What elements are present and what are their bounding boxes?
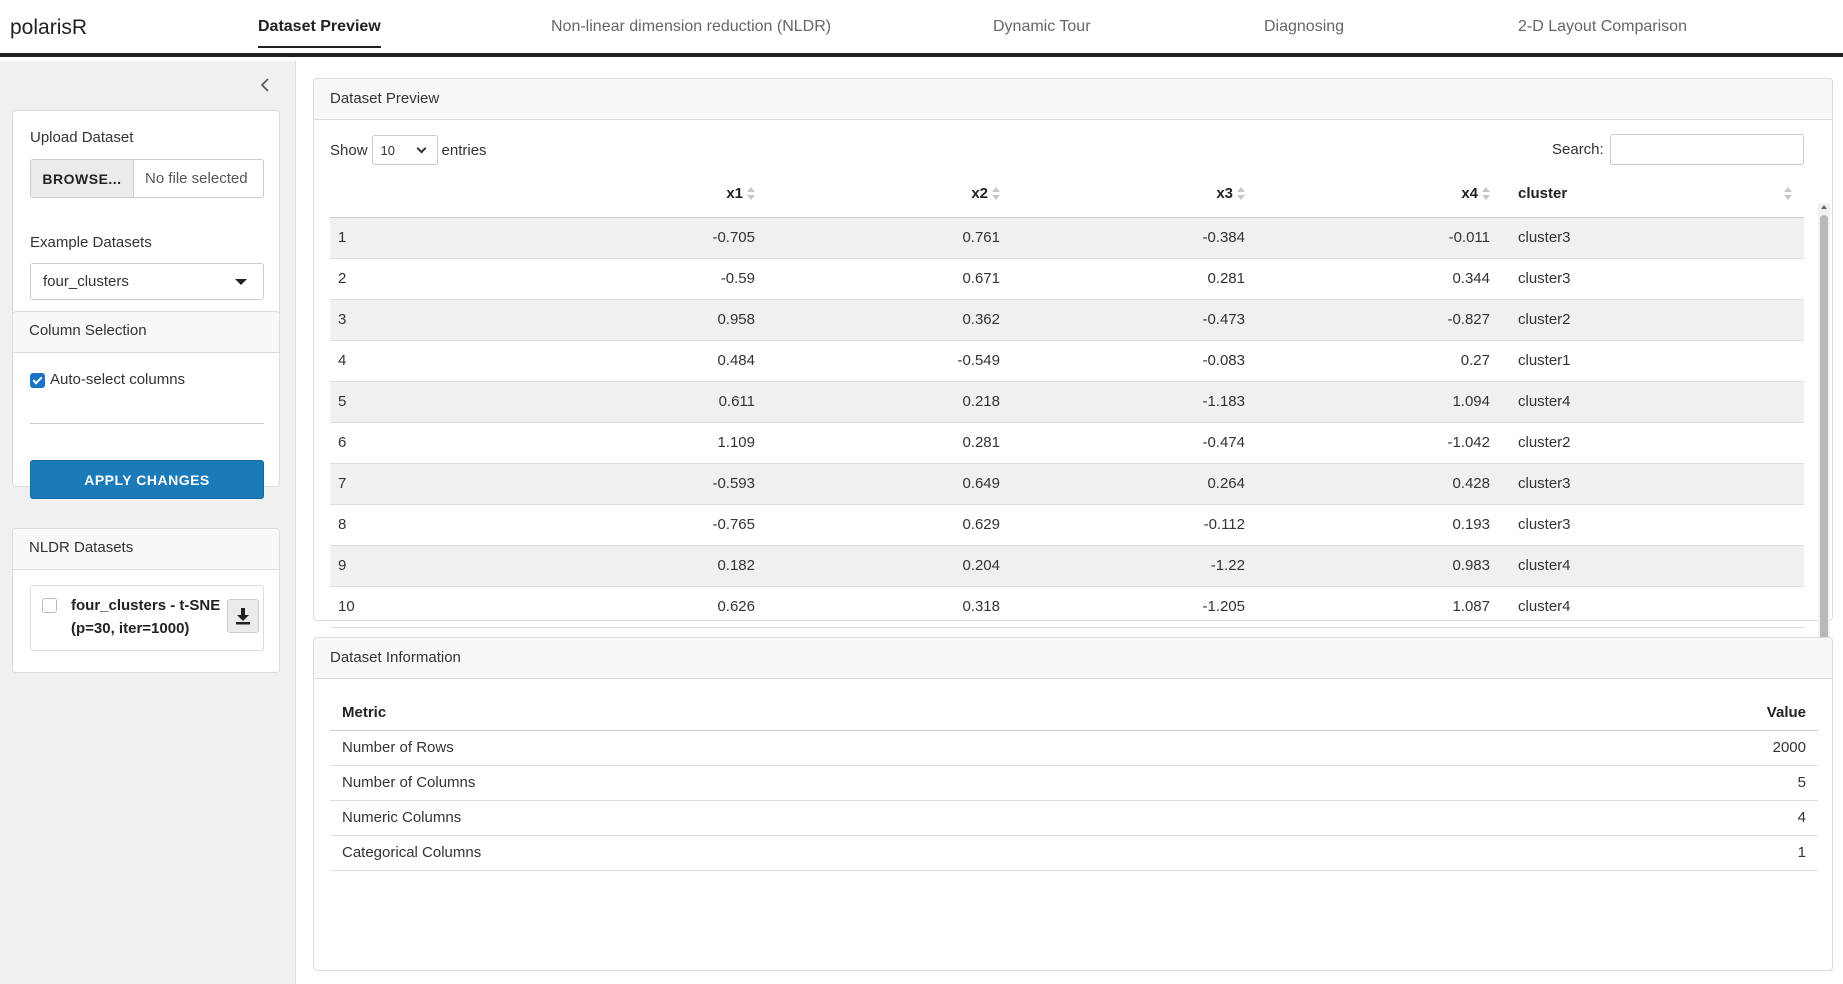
nldr-datasets-card — [12, 528, 280, 673]
table-row[interactable] — [330, 340, 1804, 381]
data-table-scroll[interactable] — [330, 170, 1804, 700]
cell-x1: 1.109 — [530, 422, 775, 463]
cell-x3: -0.083 — [1020, 340, 1265, 381]
cell-index: 4 — [330, 340, 530, 381]
cell-x2: 0.629 — [775, 504, 1020, 545]
cell-index: 8 — [330, 504, 530, 545]
cell-x3: 0.264 — [1020, 463, 1265, 504]
dataset-preview-header: Dataset Preview — [314, 79, 1832, 120]
info-header-metric: Metric — [330, 695, 1442, 730]
column-selection-header: Column Selection — [13, 312, 279, 353]
column-header-label: x4 — [1461, 184, 1478, 202]
cell-cluster: cluster3 — [1510, 463, 1804, 504]
cell-x2: 0.671 — [775, 258, 1020, 299]
cell-index: 7 — [330, 463, 530, 504]
cell-cluster: cluster4 — [1510, 586, 1804, 627]
cell-index: 1 — [330, 217, 530, 258]
cell-x3: 0.281 — [1020, 258, 1265, 299]
cell-x2: 0.761 — [775, 217, 1020, 258]
table-scrollbar[interactable] — [1818, 203, 1830, 700]
table-header-row — [330, 170, 1804, 217]
upload-dataset-label: Upload Dataset — [30, 129, 134, 146]
entries-value: 10 — [380, 142, 395, 158]
cell-cluster: cluster4 — [1510, 545, 1804, 586]
sidebar — [0, 61, 296, 984]
show-entries-control — [330, 135, 487, 165]
cell-x2: 0.218 — [775, 381, 1020, 422]
cell-x3: -1.183 — [1020, 381, 1265, 422]
cell-x2: 0.649 — [775, 463, 1020, 504]
cell-x1: 0.958 — [530, 299, 775, 340]
table-row[interactable] — [330, 422, 1804, 463]
check-icon — [33, 375, 43, 385]
cell-x1: 0.484 — [530, 340, 775, 381]
upload-card — [12, 110, 280, 318]
cell-x4: -0.827 — [1265, 299, 1510, 340]
info-table — [330, 695, 1818, 871]
cell-x4: 0.428 — [1265, 463, 1510, 504]
table-row — [330, 765, 1818, 800]
tab-layout-comparison[interactable]: 2-D Layout Comparison — [1518, 18, 1687, 35]
apply-changes-button[interactable]: APPLY CHANGES — [30, 460, 264, 499]
cell-x3: -1.22 — [1020, 545, 1265, 586]
column-header-x4[interactable] — [1265, 170, 1510, 217]
table-row[interactable] — [330, 545, 1804, 586]
info-value: 5 — [1442, 765, 1818, 800]
cell-cluster: cluster2 — [1510, 422, 1804, 463]
cell-index: 2 — [330, 258, 530, 299]
cell-x3: -0.112 — [1020, 504, 1265, 545]
sort-icon — [1237, 187, 1245, 201]
search-input[interactable] — [1610, 134, 1804, 165]
cell-cluster: cluster3 — [1510, 258, 1804, 299]
tab-diagnosing[interactable]: Diagnosing — [1264, 18, 1345, 35]
brand-title: polarisR — [10, 16, 88, 39]
show-label: Show — [330, 141, 368, 159]
table-row[interactable] — [330, 586, 1804, 627]
column-header-x2[interactable] — [775, 170, 1020, 217]
chevron-left-icon — [256, 75, 276, 95]
column-header-label: cluster — [1518, 184, 1568, 202]
table-row — [330, 730, 1818, 765]
cell-x4: 1.087 — [1265, 586, 1510, 627]
sort-icon — [992, 187, 1000, 201]
cell-x2: 0.318 — [775, 586, 1020, 627]
table-row[interactable] — [330, 299, 1804, 340]
browse-button[interactable]: BROWSE... — [31, 160, 134, 197]
data-table — [330, 170, 1804, 628]
cell-x4: -1.042 — [1265, 422, 1510, 463]
table-row[interactable] — [330, 504, 1804, 545]
column-header-index[interactable] — [330, 170, 530, 217]
cell-x2: 0.362 — [775, 299, 1020, 340]
file-upload-group — [30, 159, 264, 198]
table-row — [330, 835, 1818, 870]
auto-select-label: Auto-select columns — [50, 371, 186, 388]
cell-cluster: cluster4 — [1510, 381, 1804, 422]
cell-index: 10 — [330, 586, 530, 627]
nldr-dataset-checkbox[interactable] — [42, 598, 57, 613]
column-header-label: x3 — [1216, 184, 1233, 202]
tab-dataset-preview[interactable]: Dataset Preview — [258, 18, 381, 48]
entries-length-select[interactable] — [372, 135, 438, 165]
table-row[interactable] — [330, 258, 1804, 299]
sidebar-collapse-button[interactable] — [256, 75, 276, 95]
info-header-value: Value — [1442, 695, 1818, 730]
scroll-up-icon — [1821, 205, 1827, 209]
cell-x3: -0.473 — [1020, 299, 1265, 340]
navbar — [0, 0, 1843, 57]
cell-cluster: cluster2 — [1510, 299, 1804, 340]
sort-icon — [1482, 187, 1490, 201]
sort-icon — [1784, 187, 1792, 201]
cell-cluster: cluster3 — [1510, 217, 1804, 258]
tab-dynamic-tour[interactable]: Dynamic Tour — [993, 18, 1091, 35]
cell-x1: -0.59 — [530, 258, 775, 299]
cell-index: 3 — [330, 299, 530, 340]
dataset-preview-card — [313, 78, 1833, 621]
cell-x1: 0.611 — [530, 381, 775, 422]
cell-x4: 0.983 — [1265, 545, 1510, 586]
entries-label: entries — [441, 141, 487, 159]
caret-down-icon — [235, 279, 247, 285]
info-value: 2000 — [1442, 730, 1818, 765]
download-button[interactable] — [227, 599, 259, 633]
cell-index: 6 — [330, 422, 530, 463]
info-metric: Number of Rows — [330, 730, 1442, 765]
cell-x4: -0.011 — [1265, 217, 1510, 258]
cell-x4: 1.094 — [1265, 381, 1510, 422]
cell-x1: -0.765 — [530, 504, 775, 545]
info-header-row — [330, 695, 1818, 730]
cell-x1: -0.705 — [530, 217, 775, 258]
cell-x1: 0.626 — [530, 586, 775, 627]
cell-x2: -0.549 — [775, 340, 1020, 381]
info-value: 1 — [1442, 835, 1818, 870]
cell-x4: 0.344 — [1265, 258, 1510, 299]
example-dataset-value: four_clusters — [43, 273, 129, 290]
cell-x1: 0.182 — [530, 545, 775, 586]
dataset-information-card — [313, 637, 1833, 971]
cell-index: 9 — [330, 545, 530, 586]
cell-x3: -0.474 — [1020, 422, 1265, 463]
tab-nldr[interactable]: Non-linear dimension reduction (NLDR) — [551, 18, 832, 35]
cell-x2: 0.281 — [775, 422, 1020, 463]
column-header-label: x1 — [726, 184, 743, 202]
example-datasets-label: Example Datasets — [30, 234, 152, 251]
cell-cluster: cluster1 — [1510, 340, 1804, 381]
column-header-x1[interactable] — [530, 170, 775, 217]
chevron-down-icon — [416, 144, 426, 154]
info-metric: Numeric Columns — [330, 800, 1442, 835]
table-row[interactable] — [330, 217, 1804, 258]
example-dataset-select[interactable] — [30, 263, 264, 300]
info-value: 4 — [1442, 800, 1818, 835]
nldr-dataset-label: four_clusters - t-SNE (p=30, iter=1000) — [71, 597, 221, 637]
cell-x3: -0.384 — [1020, 217, 1265, 258]
column-header-x3[interactable] — [1020, 170, 1265, 217]
cell-x4: 0.193 — [1265, 504, 1510, 545]
table-row[interactable] — [330, 463, 1804, 504]
scrollbar-thumb[interactable] — [1820, 215, 1828, 665]
cell-x2: 0.204 — [775, 545, 1020, 586]
dataset-information-header: Dataset Information — [314, 638, 1832, 679]
table-row[interactable] — [330, 381, 1804, 422]
column-selection-card — [12, 311, 280, 487]
divider — [30, 423, 264, 424]
cell-cluster: cluster3 — [1510, 504, 1804, 545]
table-row — [330, 800, 1818, 835]
search-label: Search: — [1552, 141, 1604, 158]
file-status: No file selected — [145, 170, 248, 187]
nldr-dataset-item — [30, 585, 264, 651]
auto-select-checkbox[interactable] — [30, 373, 45, 388]
column-header-cluster[interactable] — [1510, 170, 1804, 217]
column-header-label: x2 — [971, 184, 988, 202]
info-metric: Number of Columns — [330, 765, 1442, 800]
cell-x1: -0.593 — [530, 463, 775, 504]
info-metric: Categorical Columns — [330, 835, 1442, 870]
download-icon — [228, 600, 258, 632]
cell-index: 5 — [330, 381, 530, 422]
cell-x4: 0.27 — [1265, 340, 1510, 381]
sort-icon — [747, 187, 755, 201]
nldr-datasets-header: NLDR Datasets — [13, 529, 279, 570]
cell-x3: -1.205 — [1020, 586, 1265, 627]
